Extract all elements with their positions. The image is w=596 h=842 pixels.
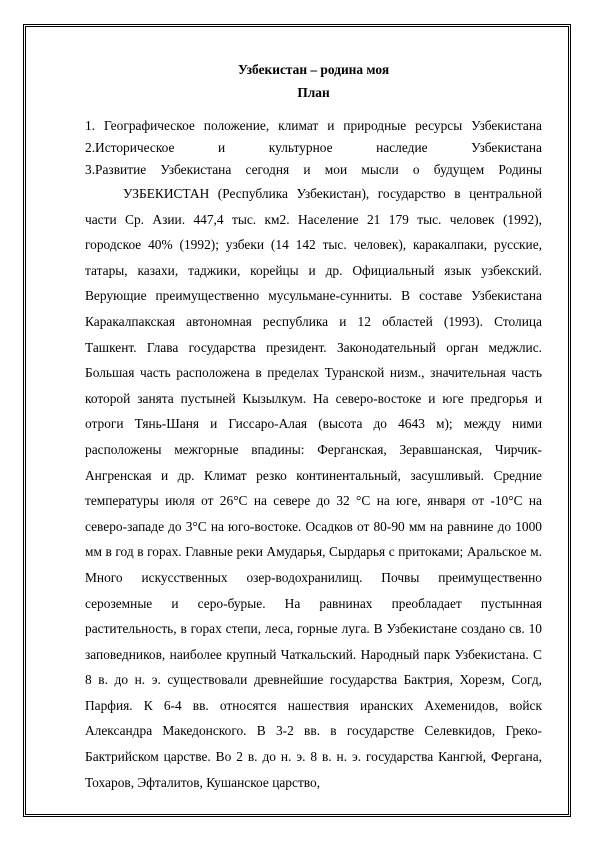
plan-item-3: 3.Развитие Узбекистана сегодня и мои мысли о будущем Родины: [85, 162, 542, 177]
document-content: [85, 60, 542, 795]
body-paragraph: УЗБЕКИСТАН (Республика Узбекистан), государство в центральной части Ср. Азии. 447,4 тыс. км2. Население 21 179 тыс. человек (1992), городское 40% (1992); узбеки (14 142 тыс. человек), каракалпаки, русские, татары, казахи, таджики, корейцы и др. Официальный язык узбекский. Верующие преимущественно мусульмане-сунниты. В составе Узбекистана Каракалпакская автономная республика и 12 областей (1993). Столица Ташкент. Глава государства президент. Законодательный орган меджлис. Большая часть расположена в пределах Туранской низм., значительная часть которой занята пустыней Кызылкум. На северо-востоке и юге предгорья и отроги Тянь-Шаня и Гиссаро-Алая (высота до 4643 м); между ними расположены межгорные впадины: Ферганская, Зеравшанская, Чирчик-Ангренская и др. Климат резко континентальный, засушливый. Средние температуры июля от 26°C на севере до 32 °C на юге, января от -10°C на северо-западе до 3°C на юго-востоке. Осадков от 80-90 мм на равнине до 1000 мм в год в горах. Главные реки Амударья, Сырдарья с притоками; Аральское м. Много искусственных озер-водохранилищ. Почвы преимущественно сероземные и серо-бурые. На равнинах преобладает пустынная растительность, в горах степи, леса, горные луга. В Узбекистане создано св. 10 заповедников, наиболее крупный Чаткальский. Народный парк Узбекистана. С 8 в. до н. э. существовали древнейшие государства Бактрия, Хорезм, Согд, Парфия. К 6-4 вв. относятся нашествия иранских Ахеменидов, войск Александра Македонского. В 3-2 вв. в государстве Селевкидов, Греко-Бактрийском царстве. Во 2 в. до н. э. 8 в. н. э. государства Кангюй, Фергана, Тохаров, Эфталитов, Кушанское царство,: [85, 186, 542, 790]
plan-item-2: 2.Историческое и культурное наследие Узбекистана: [85, 140, 542, 155]
plan-heading: План: [297, 85, 330, 100]
plan-item-1: 1. Географическое положение, климат и природные ресурсы Узбекистана: [85, 118, 542, 133]
document-title: Узбекистан – родина моя: [237, 62, 390, 77]
